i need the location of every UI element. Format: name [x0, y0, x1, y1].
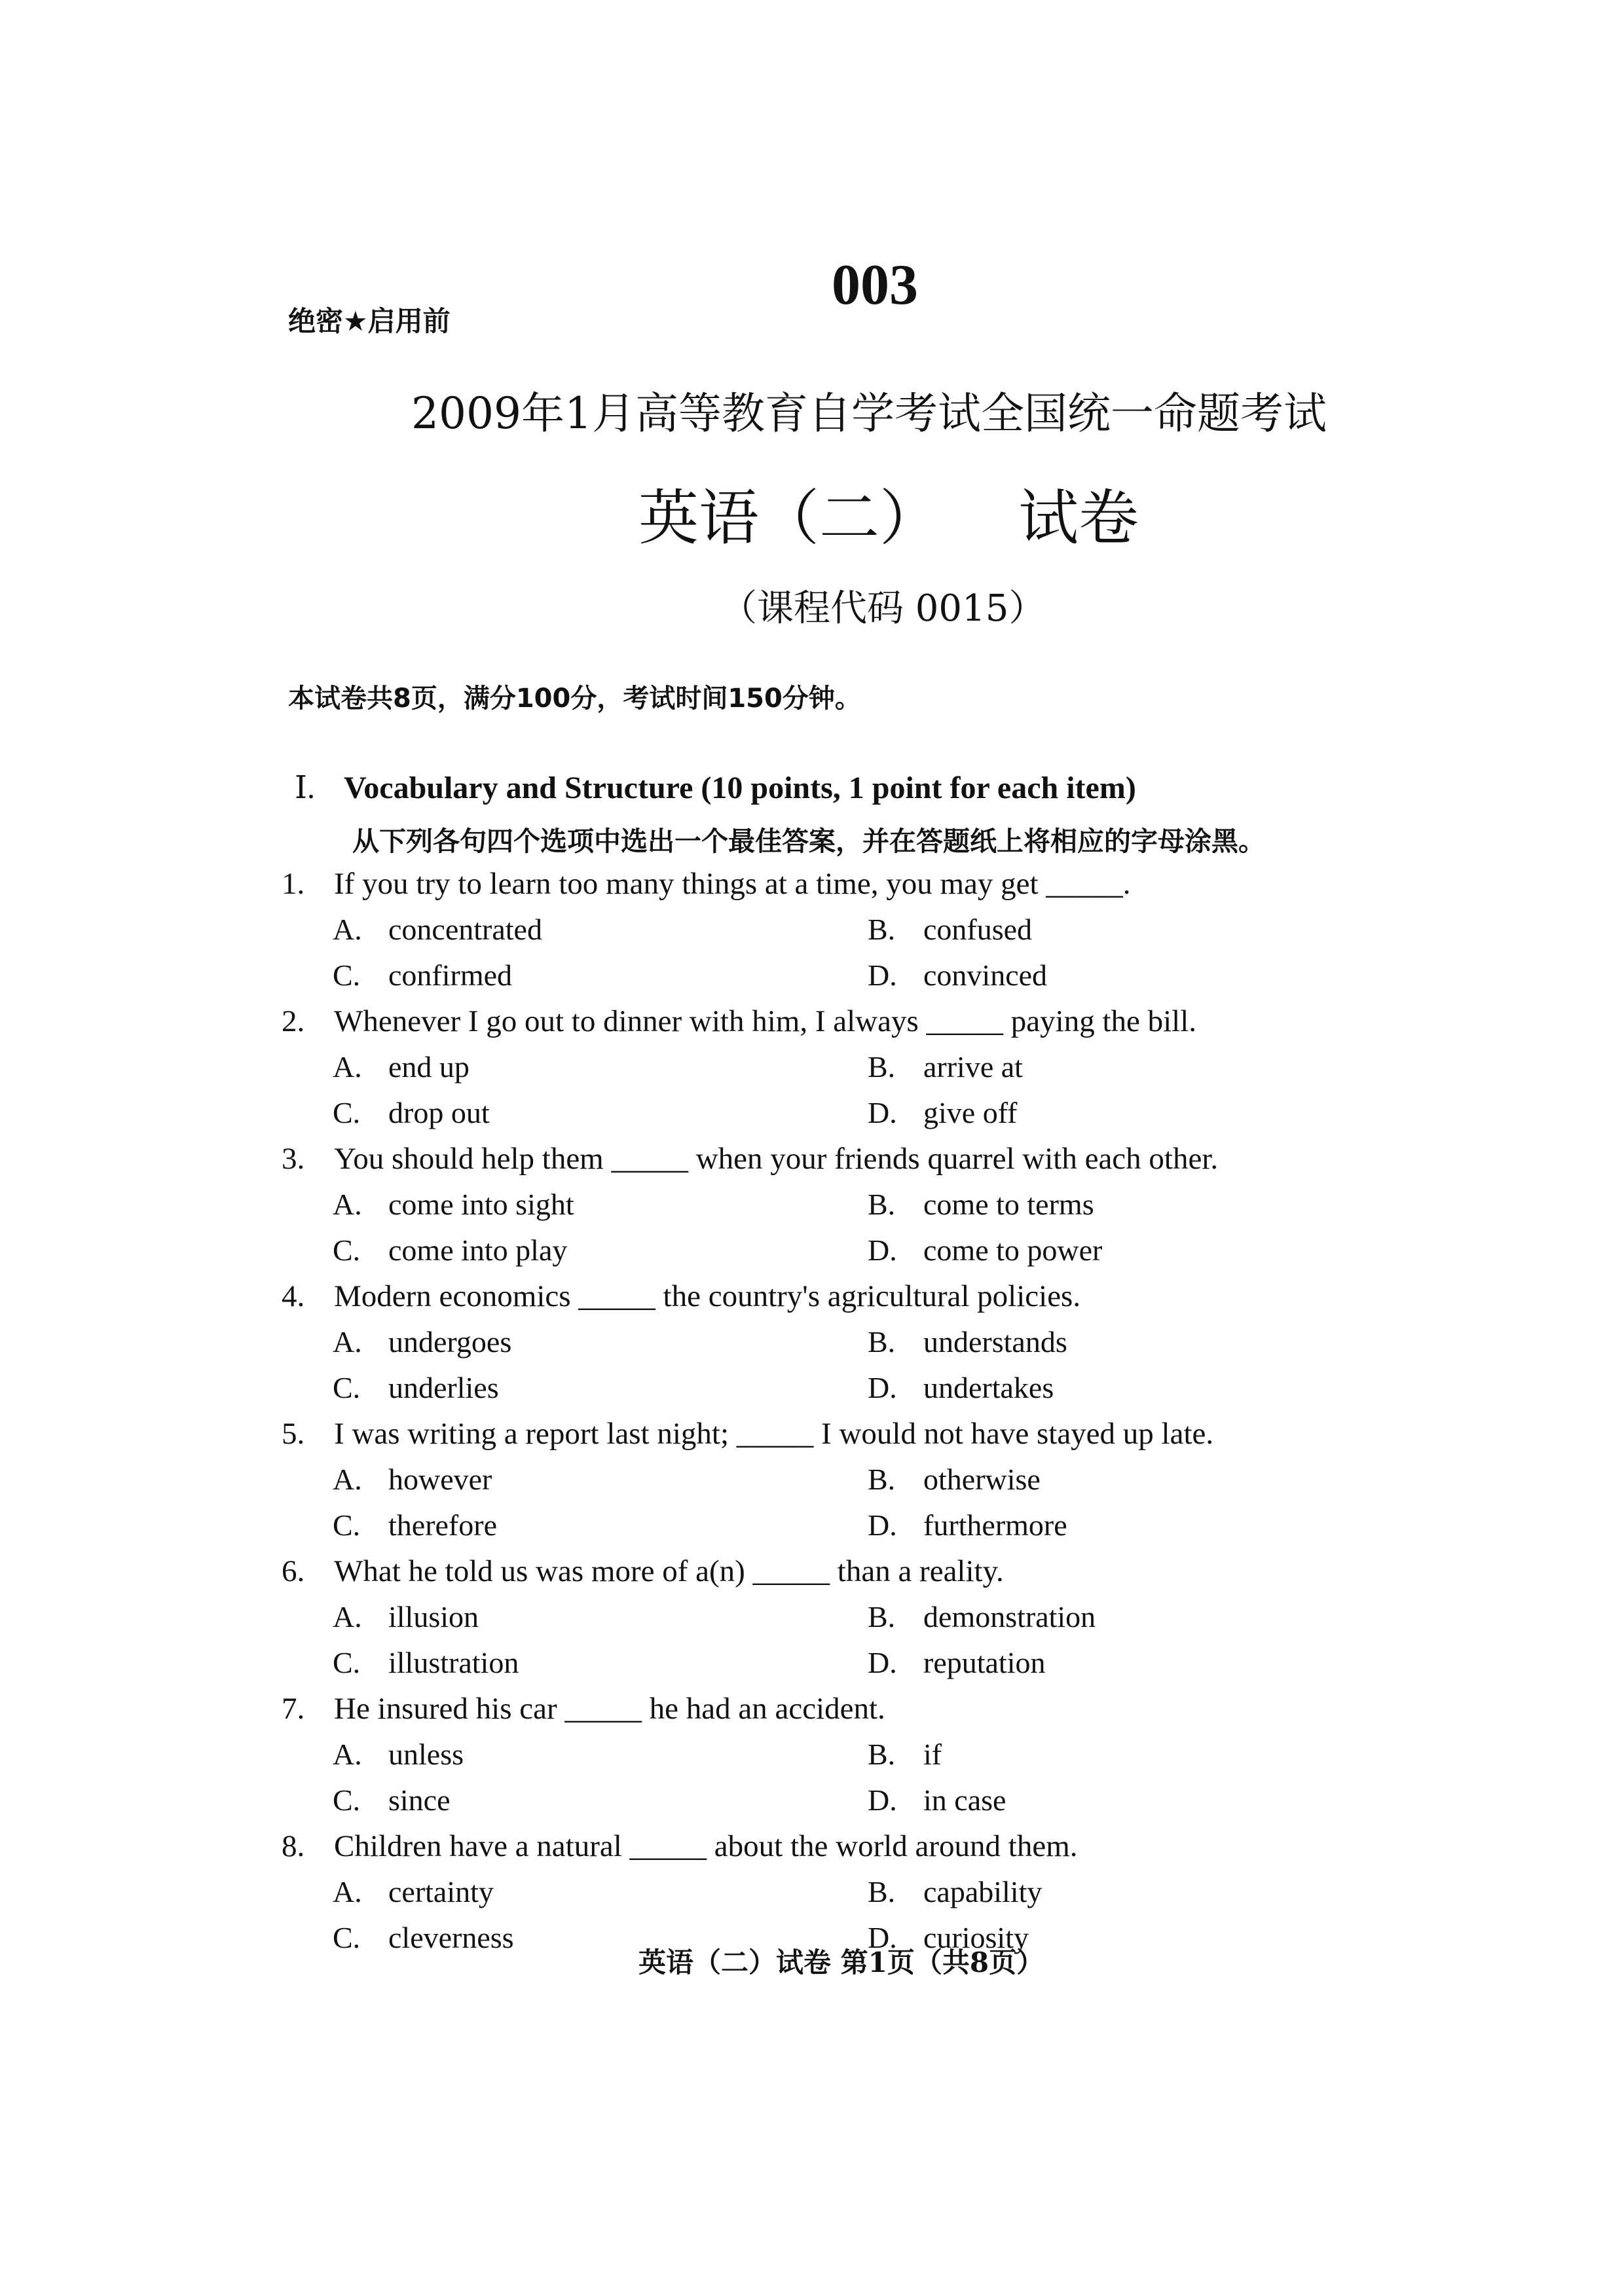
option-letter: C.: [333, 1508, 361, 1542]
option-text: reputation: [923, 1646, 1046, 1679]
option-a: [333, 1457, 492, 1503]
question-number: 2.: [282, 1004, 305, 1038]
option-text: therefore: [388, 1508, 497, 1542]
page-code: 003: [832, 253, 918, 317]
option-row: [282, 1777, 1329, 1823]
option-letter: C.: [333, 1371, 361, 1404]
option-b: [868, 1869, 1042, 1915]
option-d: [868, 1365, 1054, 1411]
option-text: come to terms: [923, 1188, 1094, 1221]
option-text: arrive at: [923, 1050, 1023, 1084]
paper-label: 试卷: [1018, 483, 1139, 553]
option-letter: C.: [333, 1096, 361, 1129]
question-number: 8.: [282, 1829, 305, 1863]
option-letter: A.: [333, 913, 362, 946]
option-text: in case: [923, 1783, 1006, 1817]
option-row: [282, 1640, 1329, 1686]
option-a: [333, 1594, 479, 1640]
question-stem: [282, 1273, 1329, 1319]
option-text: furthermore: [923, 1508, 1067, 1542]
option-a: [333, 1732, 464, 1777]
question-stem: [282, 861, 1329, 907]
question-stem: [282, 1686, 1329, 1732]
option-letter: B.: [868, 1738, 896, 1771]
exam-info: 本试卷共8页，满分100分，考试时间150分钟。: [288, 683, 861, 714]
option-text: demonstration: [923, 1600, 1096, 1633]
option-text: certainty: [388, 1875, 494, 1908]
option-text: undertakes: [923, 1371, 1054, 1404]
course-code: （课程代码 0015）: [720, 587, 1046, 630]
option-text: however: [388, 1463, 492, 1496]
option-letter: C.: [333, 1233, 361, 1267]
option-b: [868, 1044, 1023, 1090]
option-c: [333, 1640, 519, 1686]
option-letter: D.: [868, 1783, 897, 1817]
question-number: 1.: [282, 867, 305, 901]
question-text: Whenever I go out to dinner with him, I always _____ paying the bill.: [334, 1004, 1197, 1038]
question-text: What he told us was more of a(n) _____ than a reality.: [334, 1554, 1004, 1588]
option-letter: B.: [868, 1050, 896, 1084]
option-c: [333, 1228, 567, 1273]
option-b: [868, 1182, 1094, 1228]
question-number: 7.: [282, 1692, 305, 1726]
option-letter: D.: [868, 1233, 897, 1267]
option-row: [282, 1594, 1329, 1640]
option-letter: D.: [868, 1096, 897, 1129]
option-text: convinced: [923, 958, 1048, 992]
section-heading: [295, 769, 1136, 806]
question-6: [282, 1548, 1329, 1686]
option-letter: D.: [868, 1508, 897, 1542]
option-row: [282, 1457, 1329, 1503]
option-row: [282, 1182, 1329, 1228]
page-footer: 英语（二）试卷 第1页（共8页）: [638, 1946, 1044, 1978]
option-text: cleverness: [388, 1921, 514, 1954]
option-d: [868, 1228, 1102, 1273]
option-letter: C.: [333, 1646, 361, 1679]
option-d: [868, 1777, 1006, 1823]
option-text: illustration: [388, 1646, 519, 1679]
option-letter: A.: [333, 1463, 362, 1496]
question-text: He insured his car _____ he had an accident.: [334, 1692, 885, 1726]
question-7: [282, 1686, 1329, 1823]
subject-name: 英语（二）: [638, 483, 940, 553]
option-letter: B.: [868, 1875, 896, 1908]
option-b: [868, 1732, 942, 1777]
question-text: Modern economics _____ the country's agricultural policies.: [334, 1279, 1081, 1313]
option-d: [868, 953, 1047, 998]
option-letter: B.: [868, 1188, 896, 1221]
option-row: [282, 907, 1329, 953]
option-b: [868, 1594, 1096, 1640]
option-c: [333, 1777, 451, 1823]
question-stem: [282, 1136, 1329, 1182]
question-list: [282, 861, 1329, 1961]
question-text: Children have a natural _____ about the world around them.: [334, 1829, 1078, 1863]
option-letter: C.: [333, 1783, 361, 1817]
option-letter: C.: [333, 1921, 361, 1954]
option-text: since: [388, 1783, 451, 1817]
question-text: If you try to learn too many things at a time, you may get _____.: [334, 867, 1131, 901]
option-c: [333, 1365, 499, 1411]
option-letter: A.: [333, 1325, 362, 1358]
option-row: [282, 1319, 1329, 1365]
option-letter: D.: [868, 1646, 897, 1679]
question-1: [282, 861, 1329, 998]
option-letter: D.: [868, 1921, 897, 1954]
option-letter: B.: [868, 1463, 896, 1496]
option-text: end up: [388, 1050, 470, 1084]
option-text: otherwise: [923, 1463, 1041, 1496]
option-row: [282, 1732, 1329, 1777]
option-c: [333, 1503, 497, 1548]
option-text: undergoes: [388, 1325, 512, 1358]
option-row: [282, 1090, 1329, 1136]
option-letter: B.: [868, 913, 896, 946]
option-letter: A.: [333, 1188, 362, 1221]
option-d: [868, 1090, 1018, 1136]
option-a: [333, 1044, 470, 1090]
option-b: [868, 1319, 1067, 1365]
question-number: 5.: [282, 1417, 305, 1451]
option-row: [282, 1228, 1329, 1273]
section-title: Vocabulary and Structure (10 points, 1 point for each item): [344, 771, 1136, 805]
option-c: [333, 1915, 514, 1961]
section-number: Ⅰ.: [295, 771, 315, 805]
question-4: [282, 1273, 1329, 1411]
option-d: [868, 1503, 1067, 1548]
option-b: [868, 1457, 1041, 1503]
option-letter: D.: [868, 958, 897, 992]
option-a: [333, 1869, 494, 1915]
option-a: [333, 1319, 511, 1365]
option-row: [282, 1503, 1329, 1548]
option-b: [868, 907, 1032, 953]
question-stem: [282, 1411, 1329, 1457]
option-text: if: [923, 1738, 942, 1771]
option-d: [868, 1640, 1046, 1686]
option-letter: A.: [333, 1875, 362, 1908]
option-letter: A.: [333, 1600, 362, 1633]
question-5: [282, 1411, 1329, 1548]
question-number: 3.: [282, 1142, 305, 1176]
option-letter: A.: [333, 1738, 362, 1771]
question-number: 4.: [282, 1279, 305, 1313]
option-row: [282, 1365, 1329, 1411]
option-text: come into sight: [388, 1188, 574, 1221]
option-text: understands: [923, 1325, 1067, 1358]
question-stem: [282, 998, 1329, 1044]
question-stem: [282, 1548, 1329, 1594]
option-text: come into play: [388, 1233, 568, 1267]
question-stem: [282, 1823, 1329, 1869]
question-3: [282, 1136, 1329, 1273]
question-number: 6.: [282, 1554, 305, 1588]
question-text: I was writing a report last night; _____ I would not have stayed up late.: [334, 1417, 1214, 1451]
option-row: [282, 1044, 1329, 1090]
option-a: [333, 907, 542, 953]
option-text: confused: [923, 913, 1033, 946]
option-text: come to power: [923, 1233, 1103, 1267]
option-text: illusion: [388, 1600, 479, 1633]
option-letter: C.: [333, 958, 361, 992]
option-letter: B.: [868, 1325, 896, 1358]
option-letter: D.: [868, 1371, 897, 1404]
option-a: [333, 1182, 574, 1228]
option-text: capability: [923, 1875, 1043, 1908]
section-instruction: 从下列各句四个选项中选出一个最佳答案，并在答题纸上将相应的字母涂黑。: [352, 826, 1265, 857]
option-c: [333, 1090, 490, 1136]
option-text: confirmed: [388, 958, 513, 992]
question-text: You should help them _____ when your friends quarrel with each other.: [334, 1142, 1219, 1176]
option-text: unless: [388, 1738, 464, 1771]
subject-title: [638, 470, 1139, 556]
secret-label: 绝密★启用前: [288, 305, 451, 337]
option-c: [333, 953, 512, 998]
option-letter: A.: [333, 1050, 362, 1084]
question-2: [282, 998, 1329, 1136]
option-text: curiosity: [923, 1921, 1029, 1954]
option-row: [282, 953, 1329, 998]
option-row: [282, 1869, 1329, 1915]
exam-title: 2009年1月高等教育自学考试全国统一命题考试: [411, 388, 1327, 439]
option-letter: B.: [868, 1600, 896, 1633]
option-text: drop out: [388, 1096, 490, 1129]
question-8: [282, 1823, 1329, 1961]
option-text: concentrated: [388, 913, 542, 946]
option-text: give off: [923, 1096, 1018, 1129]
option-text: underlies: [388, 1371, 499, 1404]
